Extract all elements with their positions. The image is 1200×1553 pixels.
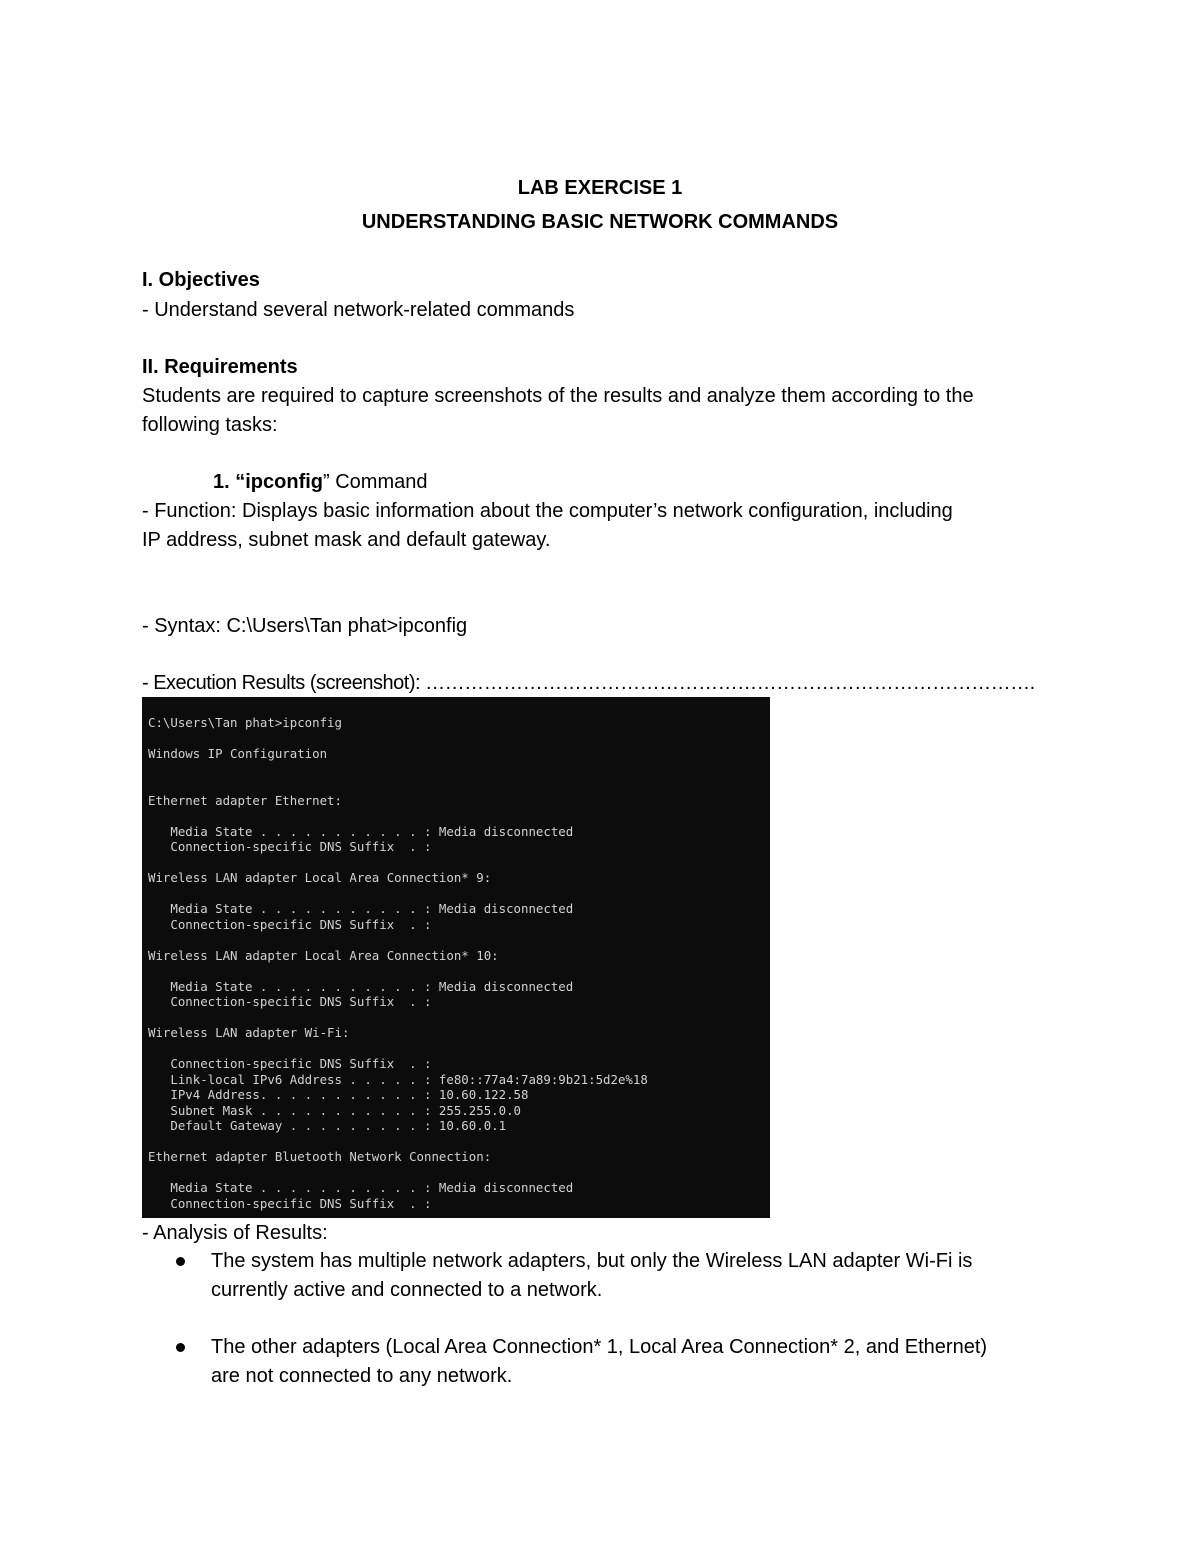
requirements-text-line1: Students are required to capture screenshots of the results and analyze them according to the	[142, 385, 974, 407]
terminal-line: Ethernet adapter Bluetooth Network Connection:	[148, 1149, 492, 1164]
terminal-line: Connection-specific DNS Suffix . :	[148, 1056, 432, 1071]
bullet-icon	[176, 1257, 185, 1266]
task1-syntax: - Syntax: C:\Users\Tan phat>ipconfig	[142, 615, 468, 637]
analysis-label: - Analysis of Results:	[142, 1222, 328, 1244]
terminal-line	[148, 1134, 770, 1150]
page-title: LAB EXERCISE 1	[517, 177, 683, 199]
terminal-line: Link-local IPv6 Address . . . . . : fe80::77a4:7a89:9b21:5d2e%18	[148, 1071, 648, 1087]
task1-function-line2: IP address, subnet mask and default gateway.	[142, 529, 551, 551]
task1-heading	[213, 468, 428, 496]
terminal-line: Media State . . . . . . . . . . . : Media disconnected	[148, 901, 574, 916]
analysis-item-2-line1: The other adapters (Local Area Connection* 1, Local Area Connection* 2, and Ethernet)	[211, 1336, 988, 1358]
bullet-icon	[176, 1343, 185, 1352]
objectives-heading: I. Objectives	[142, 269, 260, 291]
terminal-line: Subnet Mask . . . . . . . . . . . : 255.255.0.0	[148, 1102, 521, 1118]
terminal-line: Media State . . . . . . . . . . . : Media disconnected	[148, 978, 574, 994]
terminal-line: Wireless LAN adapter Local Area Connection* 10:	[148, 947, 499, 963]
analysis-item-1-line1: The system has multiple network adapters, but only the Wireless LAN adapter Wi-Fi is	[211, 1250, 973, 1272]
terminal-line: Ethernet adapter Ethernet:	[148, 792, 342, 808]
terminal-line	[148, 808, 770, 824]
terminal-line: Connection-specific DNS Suffix . :	[148, 1195, 432, 1211]
requirements-heading: II. Requirements	[142, 356, 298, 378]
terminal-line: IPv4 Address. . . . . . . . . . . : 10.60.122.58	[148, 1087, 529, 1102]
analysis-item-2-line2: are not connected to any network.	[211, 1365, 513, 1387]
terminal-line	[148, 1010, 770, 1026]
task1-command: ipconfig	[245, 471, 324, 493]
terminal-line	[148, 762, 770, 778]
requirements-text-line2: following tasks:	[142, 414, 278, 436]
terminal-line	[148, 1165, 770, 1181]
objectives-item: - Understand several network-related commands	[142, 299, 575, 321]
terminal-screenshot	[142, 697, 770, 1218]
terminal-line: C:\Users\Tan phat>ipconfig	[148, 715, 342, 730]
task1-results-label: - Execution Results (screenshot): ………………………………………………………………………………….	[142, 672, 1035, 694]
terminal-line: Connection-specific DNS Suffix . :	[148, 916, 432, 932]
task1-suffix: ” Command	[323, 471, 428, 493]
terminal-line	[148, 777, 770, 793]
terminal-line: Media State . . . . . . . . . . . : Media disconnected	[148, 823, 574, 839]
terminal-line	[148, 932, 770, 948]
terminal-line	[148, 886, 770, 902]
terminal-line: Media State . . . . . . . . . . . : Media disconnected	[148, 1180, 574, 1195]
task1-function-line1: - Function: Displays basic information about the computer’s network configuration, including	[142, 500, 953, 522]
task1-number: 1. “	[213, 471, 246, 493]
terminal-line: Connection-specific DNS Suffix . :	[148, 994, 432, 1009]
page-subtitle: UNDERSTANDING BASIC NETWORK COMMANDS	[361, 211, 839, 233]
terminal-line	[148, 731, 770, 747]
analysis-item-1-line2: currently active and connected to a network.	[211, 1279, 603, 1301]
terminal-line	[148, 1041, 770, 1057]
terminal-line: Default Gateway . . . . . . . . . : 10.60.0.1	[148, 1118, 507, 1133]
terminal-line	[148, 855, 770, 871]
terminal-line	[148, 963, 770, 979]
terminal-line: Connection-specific DNS Suffix . :	[148, 839, 432, 854]
terminal-line: Wireless LAN adapter Wi-Fi:	[148, 1025, 350, 1040]
terminal-line: Wireless LAN adapter Local Area Connection* 9:	[148, 870, 492, 885]
terminal-line: Windows IP Configuration	[148, 746, 328, 761]
